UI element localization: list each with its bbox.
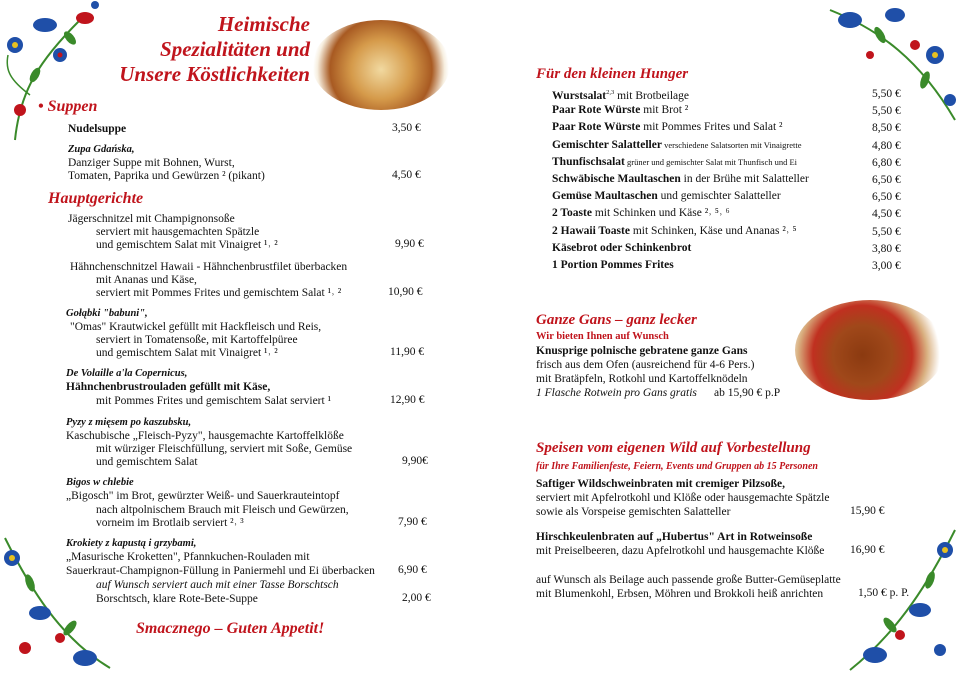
snack-item-desc: mit Schinken, Käse und Ananas ²˒ ⁵ [629,224,797,237]
gans-line: mit Bratäpfeln, Rotkohl und Kartoffelknödeln [536,373,748,385]
snack-item [552,172,809,186]
snack-item-price: 5,50 € [872,105,901,118]
gans-line: Knusprige polnische gebratene ganze Gans [536,345,748,357]
menu-item-desc: Danziger Suppe mit Bohnen, Wurst, [68,157,235,169]
left-page-footer: Smacznego – Guten Appetit! [136,620,325,637]
section-heading-gans: Ganze Gans – ganz lecker [536,312,697,328]
snack-item [552,206,730,220]
menu-item-desc: und gemischtem Salat mit Vinaigret ¹˒ ² [96,347,278,359]
section-heading-hauptgerichte: Hauptgerichte [48,190,144,207]
roast-goose-image [795,300,945,400]
menu-item-desc: vorneim im Brotlaib serviert ²˒ ³ [96,517,244,529]
snack-item-name: 2 Hawaii Toaste [552,224,630,237]
snack-item-name: Schwäbische Maultaschen [552,173,681,185]
food-platter-image [312,20,450,110]
snack-item-desc: mit Schinken und Käse ²˒ ⁵˒ ⁶ [591,207,730,220]
snack-item-name: Thunfischsalat [552,155,625,168]
wild-item-desc: auf Wunsch als Beilage auch passende große Butter-Gemüseplatte [536,574,841,586]
wild-item-price: 1,50 € p. P. [858,587,910,599]
menu-item-desc: und gemischtem Salat [96,456,198,468]
menu-item-desc: mit Ananas und Käse, [96,274,197,286]
snack-item-desc: mit Pommes Frites und Salat ² [640,121,783,134]
menu-item-desc: „Bigosch" im Brot, gewürzter Weiß- und Sauerkrauteintopf [66,490,340,502]
menu-item-desc: Jägerschnitzel mit Champignonsoße [68,213,235,225]
menu-item-polish-name: Gołąbki "babuni", [66,308,148,319]
snack-item-price: 4,50 € [872,208,901,221]
snack-item [552,138,802,152]
menu-item-price: 7,90 € [398,516,427,528]
wild-item-desc: mit Blumenkohl, Erbsen, Möhren und Brokkoli heiß anrichten [536,588,824,600]
snack-item-price: 6,50 € [872,191,901,204]
wild-item-desc: Hirschkeulenbraten auf „Hubertus" Art in Rotweinsoße [536,531,813,543]
snack-item-name: Käsebrot oder Schinkenbrot [552,241,692,254]
snack-item-name: Paar Rote Würste [552,121,641,134]
menu-item-polish-name: De Volaille a'la Copernicus, [66,368,188,379]
section-heading-suppen: • Suppen [38,98,98,115]
menu-item-desc: Tomaten, Paprika und Gewürzen ² (pikant) [68,170,265,182]
wild-item-desc: Saftiger Wildschweinbraten mit cremiger Pilzsoße, [536,478,786,490]
gans-line: frisch aus dem Ofen (ausreichend für 4-6 Pers.) [536,359,755,371]
menu-item-polish-name: Krokiety z kapustą i grzybami, [66,538,197,549]
wild-item-desc: serviert mit Apfelrotkohl und Klöße oder hausgemachte Spätzle [536,492,830,504]
snack-item-desc: mit Brotbeilage [614,89,689,102]
snack-item [552,86,689,103]
snack-item-price: 3,00 € [872,260,901,272]
section-heading-wild: Speisen vom eigenen Wild auf Vorbestellung [536,440,811,456]
menu-item-desc: mit Pommes Frites und gemischtem Salat serviert ¹ [96,395,332,407]
snack-item [552,258,674,272]
menu-item-desc: „Masurische Kroketten", Pfannkuchen-Rouladen mit [66,551,310,563]
menu-item-price: 4,50 € [392,169,421,181]
menu-item-polish-name: Pyzy z mięsem po kaszubsku, [66,417,192,428]
wild-item-desc: mit Preiselbeeren, dazu Apfelrotkohl und hausgemachte Klöße [536,545,825,557]
snack-item-price: 3,80 € [872,242,901,255]
menu-item-desc: auf Wunsch serviert auch mit einer Tasse Borschtsch [96,579,339,591]
menu-item-price: 11,90 € [390,346,425,358]
snack-item-price: 6,80 € [872,156,901,169]
menu-item-desc: nach altpolnischem Brauch mit Fleisch und Gewürzen, [96,504,349,516]
snack-item-price: 5,50 € [872,88,901,100]
snack-item-desc: und gemischter Salatteller [657,190,781,203]
menu-item-price: 6,90 € [398,564,427,576]
left-page-title [60,12,310,87]
allergen-sup: 2,3 [606,89,615,96]
snack-item-desc: in der Brühe mit Salatteller [680,173,809,185]
menu-item-desc: "Omas" Krautwickel gefüllt mit Hackfleisch und Reis, [70,321,322,333]
menu-item-desc: Kaschubische „Fleisch-Pyzy", hausgemachte Kartoffelklöße [66,430,344,442]
menu-item-price: 9,90 € [395,238,424,250]
snack-item [552,103,688,117]
snack-item-name: Gemischter Salatteller [552,138,662,151]
gans-subtitle: Wir bieten Ihnen auf Wunsch [536,331,669,342]
gans-line: 1 Flasche Rotwein pro Gans gratis [536,387,697,399]
section-heading-kleiner-hunger: Für den kleinen Hunger [536,66,689,82]
title-line: Unsere Köstlichkeiten [119,62,310,86]
snack-item-price: 8,50 € [872,122,901,135]
snack-item [552,120,782,134]
title-line: Heimische [217,12,310,36]
snack-item-desc: verschiedene Salatsorten mit Vinaigrette [661,139,802,150]
snack-item [552,155,797,169]
title-line: Spezialitäten und [160,37,310,61]
wild-item-desc: sowie als Vorspeise gemischten Salatteller [536,506,731,518]
wild-subtitle: für Ihre Familienfeste, Feiern, Events und Gruppen ab 15 Personen [536,461,818,472]
snack-item-name: Paar Rote Würste [552,104,641,117]
menu-item-name: Nudelsuppe [68,123,127,135]
menu-item-polish-name: Zupa Gdańska, [68,144,135,155]
menu-item-price: 3,50 € [392,122,421,134]
snack-item [552,189,781,203]
menu-item-polish-name: Bigos w chlebie [66,477,134,488]
snack-item-name: Gemüse Maultaschen [552,190,658,203]
snack-item-desc: mit Brot ² [640,104,689,117]
menu-item-desc: und gemischtem Salat mit Vinaigret ¹˒ ² [96,239,278,251]
snack-item-name: Wurstsalat [552,89,607,102]
snack-item-name: 1 Portion Pommes Frites [552,259,674,271]
menu-item-desc: serviert mit Pommes Frites und gemischtem Salat ¹˒ ² [96,287,342,299]
snack-item-price: 4,80 € [872,139,901,152]
snack-item-desc: grüner und gemischter Salat mit Thunfisch und Ei [624,156,798,167]
menu-item-desc: Hähnchenschnitzel Hawaii - Hähnchenbrustfilet überbacken [70,261,348,273]
menu-item-desc: mit würziger Fleischfüllung, serviert mit Soße, Gemüse [96,443,353,455]
snack-item [552,224,796,238]
gans-price: ab 15,90 € p.P [714,387,781,399]
menu-item-desc: serviert in Tomatensoße, mit Kartoffelpüree [96,334,298,346]
wild-item-price: 16,90 € [850,544,885,556]
menu-item-desc: serviert mit hausgemachten Spätzle [96,226,260,238]
menu-item-price: 10,90 € [388,286,423,298]
snack-item-price: 6,50 € [872,174,901,186]
snack-item [552,241,691,255]
menu-item-desc: Hähnchenbrustrouladen gefüllt mit Käse, [66,381,271,393]
snack-item-price: 5,50 € [872,225,901,238]
wild-item-price: 15,90 € [850,505,885,517]
menu-item-price: 2,00 € [402,592,431,604]
menu-item-desc: Borschtsch, klare Rote-Bete-Suppe [96,593,258,605]
menu-item-price: 9,90€ [402,455,428,467]
snack-item-name: 2 Toaste [552,207,592,220]
menu-item-desc: Sauerkraut-Champignon-Füllung in Paniermehl und Ei überbacken [66,565,375,577]
menu-item-price: 12,90 € [390,394,425,406]
